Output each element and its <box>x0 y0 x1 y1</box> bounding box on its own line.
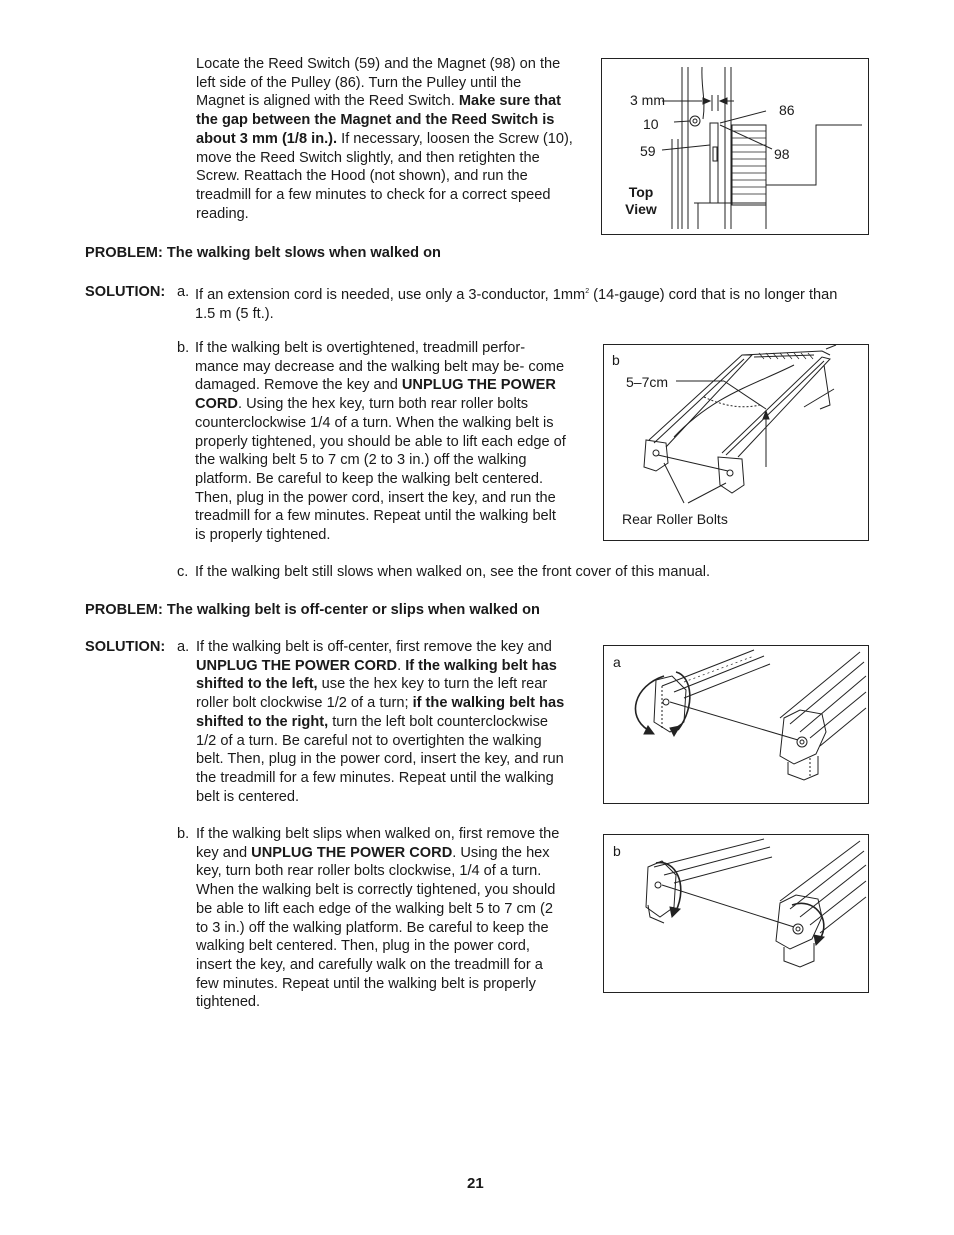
item-letter: b. <box>177 340 190 356</box>
item-letter: c. <box>177 564 189 580</box>
magnet-callout: 98 <box>774 146 790 162</box>
item-letter: a. <box>177 639 190 655</box>
top-view-label: Top View <box>625 184 657 217</box>
slipping-belt-instructions: If the walking belt slips when walked on, first remove the key and UNPLUG THE POWER CORD. Using the hex key, turn both rear roller bolts clockwise, 1/4 of a turn. When the walking belt is correctly tightened, you should be able to lift each edge of the walking belt 5 to 7 cm (2 to 3 in.) off the walking platform. Be careful to keep the walking belt centered. Then, plug in the power cord, insert the key, and carefully walk on the treadmill for a few minutes. Repeat until the walking belt is properly tightened. <box>196 826 560 1011</box>
problem-belt-off-center-heading: PROBLEM: The walking belt is off-center or slips when walked on <box>85 602 540 618</box>
solution-label: SOLUTION: <box>85 639 166 655</box>
rear-roller-bolts-label: Rear Roller Bolts <box>622 511 728 527</box>
item-letter: b. <box>177 826 190 842</box>
screw-callout: 10 <box>643 116 659 132</box>
figure-letter: b <box>613 843 621 859</box>
left-bolt-clockwise-drawing <box>604 646 870 805</box>
pulley-callout: 86 <box>779 102 795 118</box>
belt-tension-figure <box>603 344 869 541</box>
reed-switch-callout: 59 <box>640 143 656 159</box>
off-center-belt-instructions: If the walking belt is off-center, first remove the key and UNPLUG THE POWER CORD. If the walking belt has shifted to the left, use the hex key to turn the left rear roller bolt clockwise 1/2 of a turn; if the walking belt has shifted to the right, turn the left bolt counterclockwise 1/2 of a turn. Be careful not to overtighten the walking belt. Then, plug in the power cord, insert the key, and run the treadmill for a few minutes. Repeat until the walking belt is centered. <box>196 639 565 805</box>
see-front-cover-note: If the walking belt still slows when walked on, see the front cover of this manual. <box>195 564 711 580</box>
extension-cord-instructions: If an extension cord is needed, use only a 3-conductor, $1mm^2$ (14-gauge) cord that is no longer than 1.5 m (5 ft.). <box>195 287 838 322</box>
reed-switch-top-view-figure <box>601 58 869 235</box>
overtightened-belt-instructions: If the walking belt is overtightened, treadmill perfor- mance may decrease and the walking belt may be- come damaged. Remove the key and UNPLUG THE POWER CORD. Using the hex key, turn both rear roller bolts counterclockwise 1/4 of a turn. When the walking belt is properly tightened, you should be able to lift each edge of the walking belt 5 to 7 cm (2 to 3 in.) off the walking platform. Be careful to keep the walking belt centered. Then, plug in the power cord, insert the key, and run the treadmill for a few minutes. Repeat until the walking belt is properly tightened. <box>195 340 566 544</box>
reed-switch-instructions: Locate the Reed Switch (59) and the Magnet (98) on the left side of the Pulley (86). Turn the Pulley until the Magnet is aligned with the Reed Switch. Make sure that the gap between the Magnet and the Reed Switch is about 3 mm (1/8 in.). If necessary, loosen the Screw (10), move the Reed Switch slightly, and then retighten the Screw. Reattach the Hood (not shown), and run the treadmill for a few minutes to check for a correct speed reading. <box>196 56 573 222</box>
solution-label: SOLUTION: <box>85 284 166 300</box>
problem-belt-slows-heading: PROBLEM: The walking belt slows when walked on <box>85 245 441 261</box>
gap-label: 3 mm <box>630 92 665 108</box>
item-letter: a. <box>177 284 190 300</box>
figure-letter: b <box>612 352 620 368</box>
off-center-adjust-figure <box>603 645 869 804</box>
page-number: 21 <box>467 1175 484 1192</box>
slipping-belt-adjust-figure <box>603 834 869 993</box>
both-bolts-clockwise-drawing <box>604 835 870 994</box>
lift-distance-label: 5–7cm <box>626 374 669 390</box>
figure-letter: a <box>613 654 621 670</box>
